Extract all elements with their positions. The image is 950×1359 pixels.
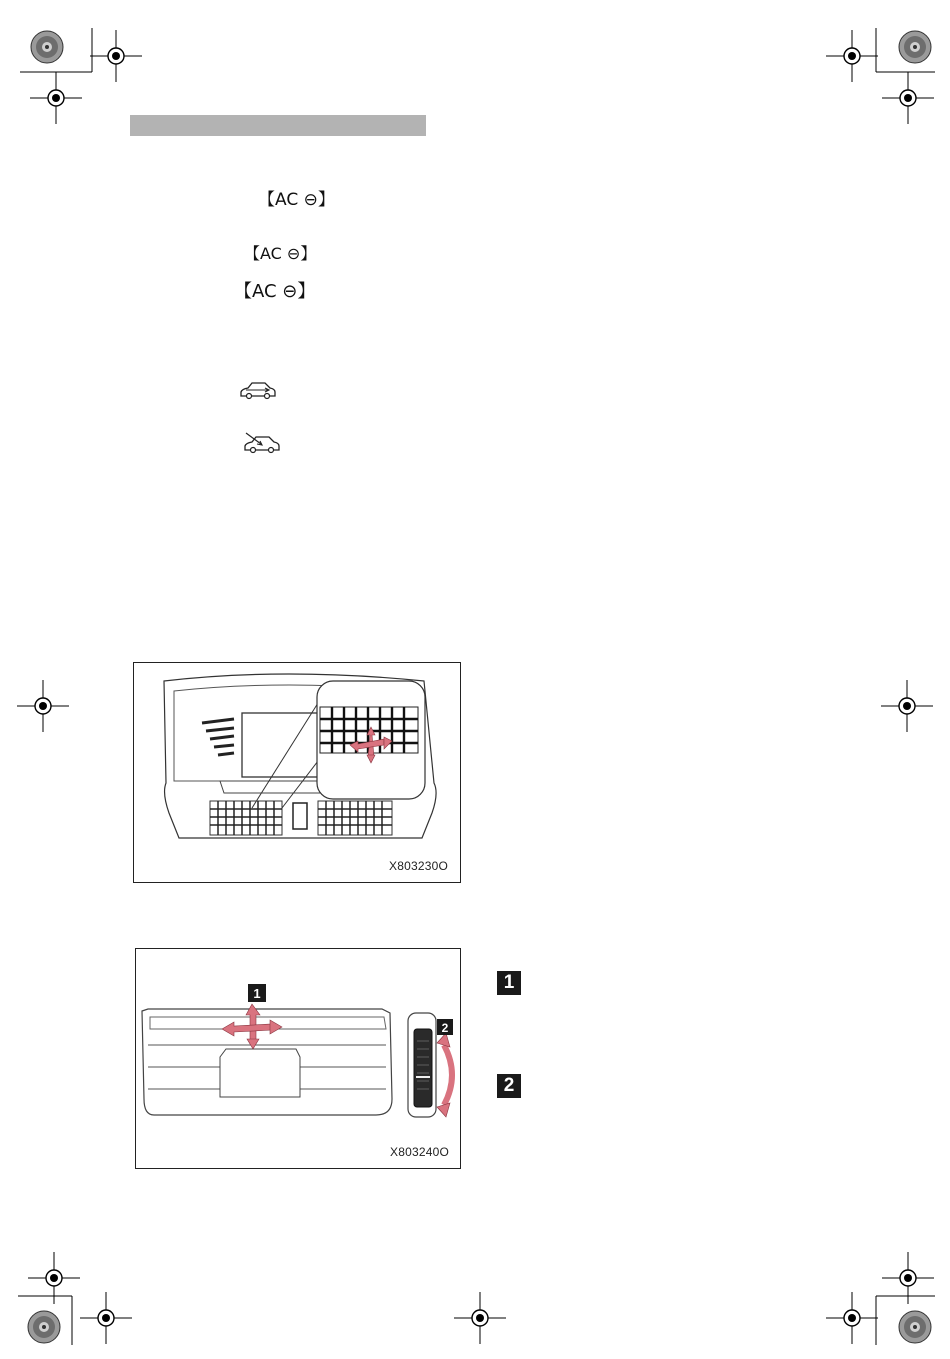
callout-marker-2: 2 bbox=[497, 1074, 521, 1098]
ac-button-label: 【AC ⊖】 bbox=[258, 190, 335, 210]
figure-dashboard-vents bbox=[133, 662, 461, 883]
callout-marker-1: 1 bbox=[497, 971, 521, 995]
figure-caption: X803240O bbox=[390, 1145, 449, 1159]
figure-side-vent bbox=[135, 948, 461, 1169]
figure-callout-1: 1 bbox=[253, 986, 261, 1001]
figure-caption: X803230O bbox=[389, 859, 448, 873]
up-down-arrow-icon bbox=[437, 1033, 452, 1117]
ac-button-label: 【AC ⊖】 bbox=[234, 281, 316, 302]
recirculation-mode-icon bbox=[242, 432, 284, 456]
dashboard-illustration bbox=[134, 663, 460, 882]
figure-callout-2: 2 bbox=[441, 1021, 449, 1035]
side-vent-illustration bbox=[136, 949, 460, 1168]
ac-button-label: 【AC ⊖】 bbox=[244, 244, 317, 263]
section-header-bar bbox=[130, 115, 426, 136]
fresh-air-mode-icon bbox=[238, 380, 278, 402]
